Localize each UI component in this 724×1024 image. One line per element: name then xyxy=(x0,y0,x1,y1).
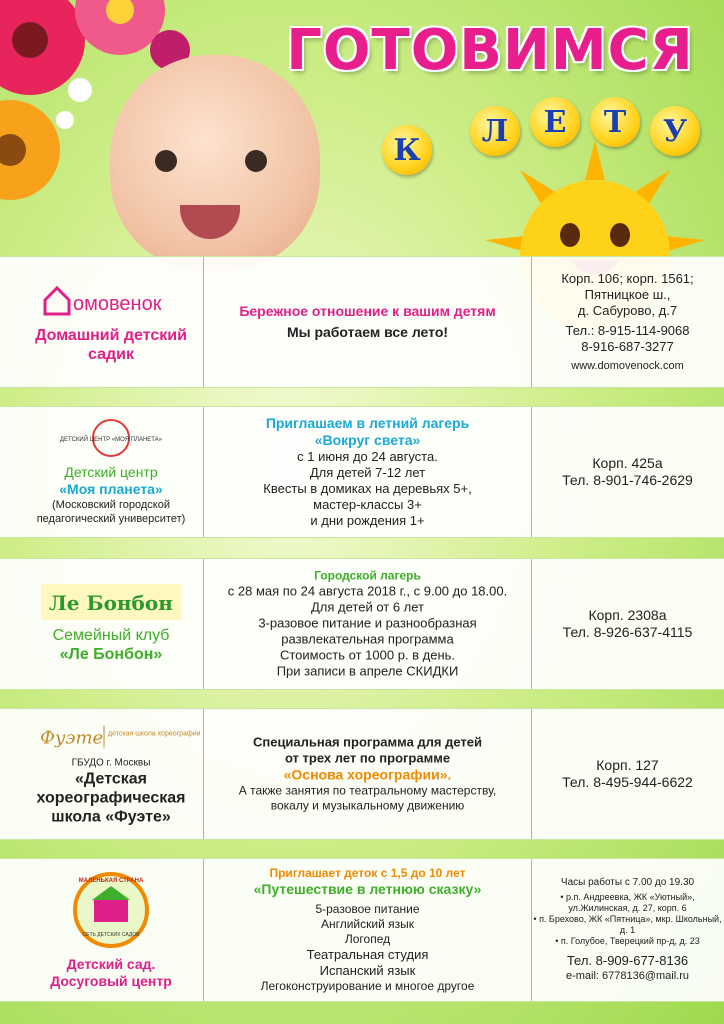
location-line: • п. Голубое, Тверецкий пр-д, д. 23 xyxy=(531,936,724,947)
website-link[interactable]: www.domovenock.com xyxy=(571,360,684,372)
offer-line: Квесты в домиках на деревьях 5+, xyxy=(263,481,472,496)
phone-line: 8-916-687-3277 xyxy=(581,339,674,354)
org-name: Семейный клуб xyxy=(52,627,170,644)
offer-line: Театральная студия xyxy=(306,947,429,962)
offer-line: 3-разовое питание и разнообразная xyxy=(258,615,477,631)
offer-line: 5-разовое питание xyxy=(315,902,420,916)
offer-headline: Бережное отношение к вашим детям xyxy=(239,303,496,319)
listing-row-le-bonbon xyxy=(0,558,724,690)
fuete-logo xyxy=(36,722,201,752)
logo-text: ДЕТСКИЙ ЦЕНТР «МОЯ ПЛАНЕТА» xyxy=(59,437,163,443)
org-name: Домашний детский садик xyxy=(35,327,187,363)
subtitle-letter: У xyxy=(650,106,700,156)
phone-line: Тел. 8-926-637-4115 xyxy=(562,624,693,640)
offer-line: Логопед xyxy=(344,932,391,946)
logo-text: Фуэте xyxy=(40,727,104,749)
email-link[interactable]: e-mail: 6778136@mail.ru xyxy=(565,970,690,982)
offer-column xyxy=(203,559,532,689)
listing-row-moya-planeta xyxy=(0,406,724,538)
offer-line: Для детей 7-12 лет xyxy=(309,465,426,480)
address-line: Корп. 2308а xyxy=(588,607,667,623)
contact-column xyxy=(531,407,724,537)
subtitle-letter: Т xyxy=(590,97,640,147)
listing-row-fuete xyxy=(0,708,724,840)
offer-line: Английский язык xyxy=(320,917,415,931)
org-name-line: «Детская xyxy=(75,770,147,788)
offer-column xyxy=(203,709,532,839)
domovenok-logo xyxy=(41,280,181,320)
offer-column xyxy=(203,257,532,387)
phone-line: Тел.: 8-915-114-9068 xyxy=(565,323,690,338)
org-name-line: хореографическая xyxy=(36,789,186,807)
offer-headline-accent: «Основа хореографии». xyxy=(283,766,452,783)
address-line: Пятницкое ш., xyxy=(584,287,671,302)
offer-headline-accent: «Вокруг света» xyxy=(314,432,421,448)
hero-banner xyxy=(0,0,724,255)
baby-photo xyxy=(110,55,320,270)
offer-line: и дни рождения 1+ xyxy=(310,513,425,528)
org-column xyxy=(20,407,202,537)
address-line: Корп. 106; корп. 1561; xyxy=(561,271,694,286)
org-name: Детский сад. xyxy=(66,956,156,972)
offer-headline-accent: «Путешествие в летнюю сказку» xyxy=(253,881,482,897)
offer-headline: Специальная программа для детей xyxy=(252,734,483,750)
offer-headline: Приглашаем в летний лагерь xyxy=(265,415,470,431)
offer-column xyxy=(203,859,532,1001)
poster-title: ГОТОВИМСЯ xyxy=(286,18,694,83)
phone-line: Тел. 8-909-677-8136 xyxy=(566,953,689,968)
contact-column xyxy=(531,257,724,387)
listing-row-domovenok xyxy=(0,256,724,388)
subtitle-letter: Л xyxy=(470,106,520,156)
org-column xyxy=(20,559,202,689)
phone-line: Тел. 8-495-944-6622 xyxy=(562,774,693,790)
logo-subtext: СЕТЬ ДЕТСКИХ САДОВ xyxy=(82,932,140,938)
offer-line: вокалу и музыкальному движению xyxy=(270,798,465,813)
org-name-accent: «Ле Бонбон» xyxy=(59,646,163,663)
contact-column xyxy=(531,859,724,1001)
offer-headline: Приглашает деток с 1,5 до 10 лет xyxy=(269,866,466,880)
location-line: • р.п. Андреевка, ЖК «Уютный», ул.Жилинская, д. 27, корп. 6 xyxy=(531,892,724,914)
offer-line: Испанский язык xyxy=(319,963,416,978)
org-prefix: ГБУДО г. Москвы xyxy=(71,757,151,769)
contact-column xyxy=(531,559,724,689)
address-line: Корп. 425а xyxy=(592,455,663,471)
smiling-sun-illustration xyxy=(480,140,710,270)
offer-line: с 28 мая по 24 августа 2018 г., с 9.00 до 18.00. xyxy=(227,583,508,599)
offer-headline: от трех лет по программе xyxy=(284,750,451,766)
listing-row-malenkaya-strana xyxy=(0,858,724,1002)
subtitle-letter: Е xyxy=(530,97,580,147)
offer-line: мастер-классы 3+ xyxy=(313,497,422,512)
working-hours: Часы работы с 7.00 до 19.30 xyxy=(560,877,695,888)
org-note: (Московский городской педагогический университет) xyxy=(36,499,186,525)
org-name-accent: «Моя планета» xyxy=(59,481,163,497)
offer-line: Легоконструирование и многое другое xyxy=(260,979,475,993)
offer-line: А также занятия по театральному мастерству, xyxy=(238,783,497,798)
address-line: Корп. 127 xyxy=(596,757,659,773)
org-name-line: школа «Фуэте» xyxy=(51,808,171,826)
org-column xyxy=(20,709,202,839)
address-line: д. Сабурово, д.7 xyxy=(577,303,678,318)
offer-description: Мы работаем все лето! xyxy=(286,324,449,340)
malenkaya-strana-logo xyxy=(66,870,156,950)
offer-line: Стоимость от 1000 р. в день. xyxy=(279,647,456,663)
offer-line: При записи в апреле СКИДКИ xyxy=(276,663,459,679)
le-bonbon-logo xyxy=(41,584,181,620)
logo-subtext: детская школа хореографии xyxy=(108,730,201,738)
logo-text: омовенок xyxy=(73,293,162,315)
subtitle-letter: К xyxy=(382,125,432,175)
offer-line: с 1 июня до 24 августа. xyxy=(297,449,438,464)
offer-line: развлекательная программа xyxy=(281,631,454,647)
org-column xyxy=(20,859,202,1001)
org-name-accent: Досуговый центр xyxy=(50,973,172,989)
org-column xyxy=(20,257,202,387)
logo-text: Ле Бонбон xyxy=(49,591,173,615)
moya-planeta-logo xyxy=(51,418,171,458)
offer-headline: Городской лагерь xyxy=(314,568,421,583)
offer-column xyxy=(203,407,532,537)
org-name: Детский центр xyxy=(64,464,158,480)
logo-text: МАЛЕНЬКАЯ СТРАНА xyxy=(78,878,144,884)
offer-line: Для детей от 6 лет xyxy=(310,599,425,615)
contact-column xyxy=(531,709,724,839)
phone-line: Тел. 8-901-746-2629 xyxy=(562,472,693,488)
location-line: • п. Брехово, ЖК «Пятница», мкр. Школьный, д. 1 xyxy=(531,914,724,936)
